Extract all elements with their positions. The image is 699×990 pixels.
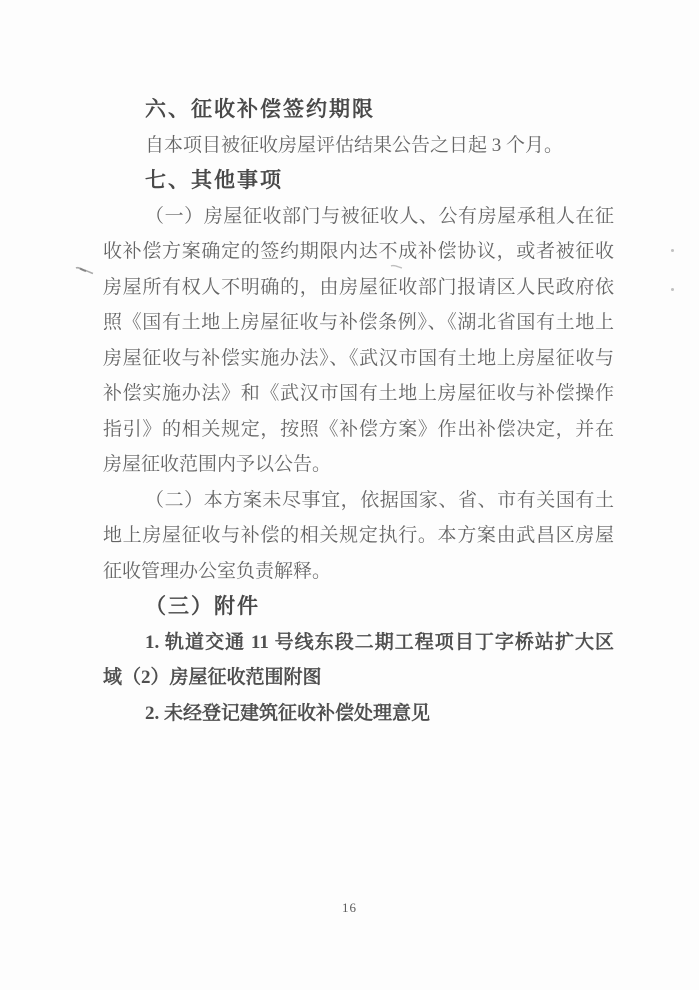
- section-heading-6: 六、征收补偿签约期限: [145, 97, 375, 121]
- attachments-heading: （三）附件: [145, 594, 260, 618]
- paragraph-1-line: 收补偿方案确定的签约期限内达不成补偿协议，或者被征收: [103, 241, 614, 262]
- attachment-item-2-line: 2. 未经登记建筑征收补偿处理意见: [145, 702, 431, 724]
- ink-smudge-icon: [74, 263, 96, 279]
- paragraph-2-line: （二）本方案未尽事宜，依据国家、省、市有关国有土: [145, 489, 614, 511]
- section-heading-7: 七、其他事项: [145, 168, 283, 192]
- paragraph-1-line: 补偿实施办法》和《武汉市国有土地上房屋征收与补偿操作: [103, 383, 614, 404]
- paragraph-1-line: 照《国有土地上房屋征收与补偿条例》、《湖北省国有土地上: [103, 312, 614, 333]
- paragraph-2-line: 征收管理办公室负责解释。: [103, 560, 332, 582]
- paragraph-1-line: 房屋征收范围内予以公告。: [103, 454, 332, 475]
- scan-speck: [671, 288, 674, 291]
- page-number: 16: [342, 900, 357, 915]
- scan-speck: [671, 249, 674, 252]
- text-line: 自本项目被征收房屋评估结果公告之日起 3 个月。: [145, 134, 564, 156]
- paragraph-1-line: 指引》的相关规定，按照《补偿方案》作出补偿决定，并在: [103, 418, 614, 440]
- paragraph-1-line: 房屋所有权人不明确的，由房屋征收部门报请区人民政府依: [103, 276, 614, 298]
- paragraph-1-line: （一）房屋征收部门与被征收人、公有房屋承租人在征: [145, 205, 614, 227]
- ink-smudge-icon: [390, 262, 404, 272]
- paragraph-1-line: 房屋征收与补偿实施办法》、《武汉市国有土地上房屋征收与: [103, 347, 614, 369]
- attachment-item-1-line: 1. 轨道交通 11 号线东段二期工程项目丁字桥站扩大区: [145, 631, 614, 653]
- paragraph-2-line: 地上房屋征收与补偿的相关规定执行。本方案由武昌区房屋: [103, 525, 614, 546]
- attachment-item-1-line: 域（2）房屋征收范围附图: [103, 667, 322, 688]
- document-body: [103, 92, 614, 731]
